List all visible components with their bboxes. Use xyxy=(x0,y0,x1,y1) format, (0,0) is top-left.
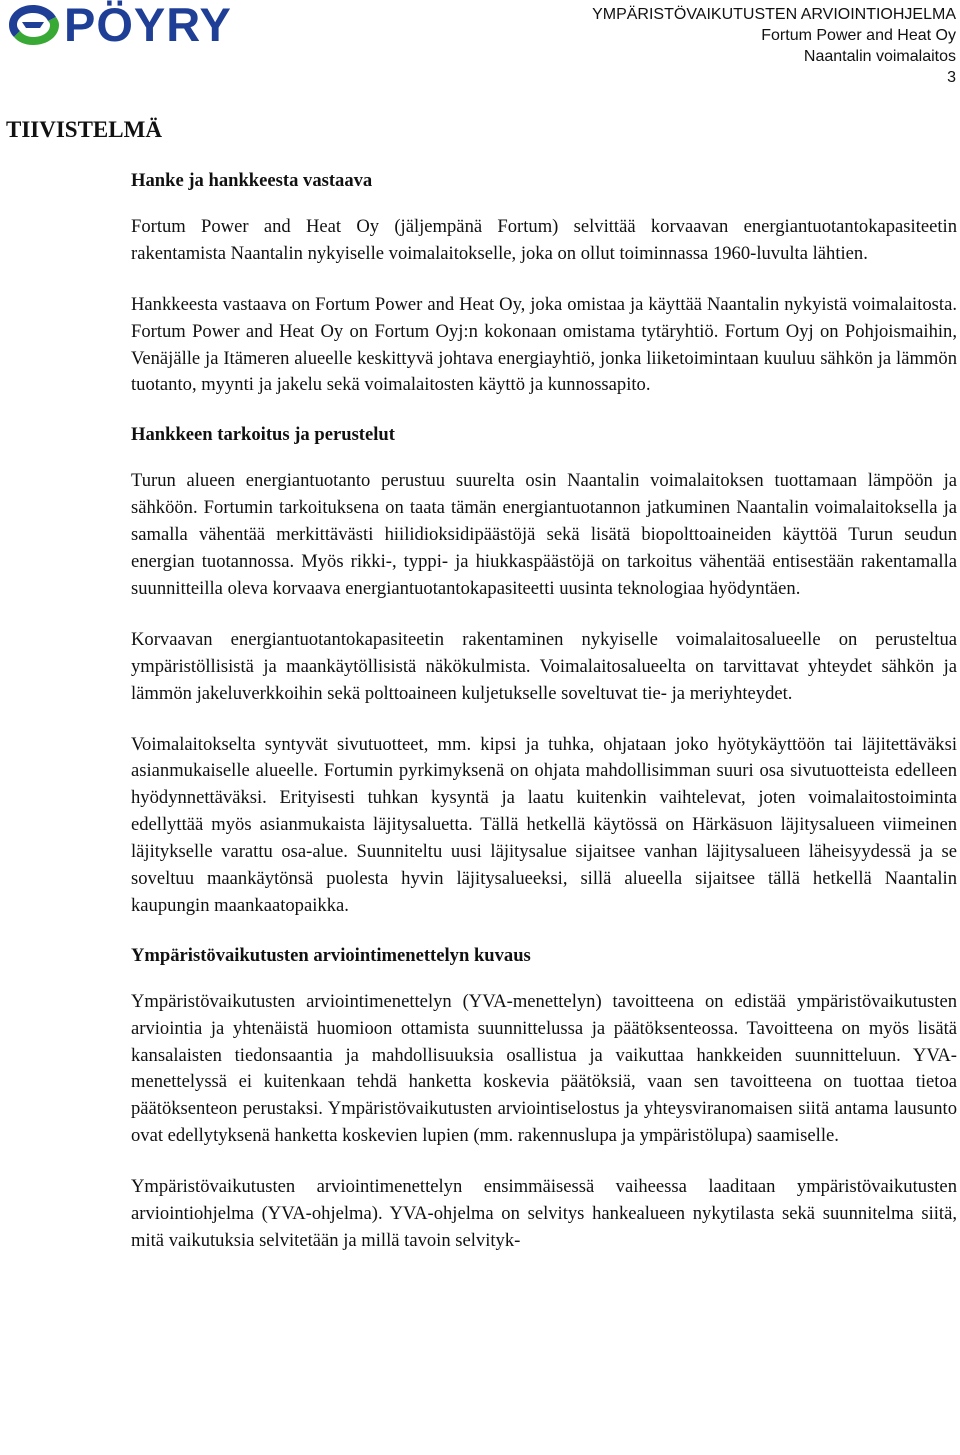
poyry-logo xyxy=(4,0,258,51)
paragraph: Hankkeesta vastaava on Fortum Power and Heat Oy, joka omistaa ja käyttää Naantalin nykyistä voimalaitosta. Fortum Power and Heat Oy on Fortum Oyj:n kokonaan omistama tytäryhtiö. Fortum Oyj on Pohjoismaihin, Venäjälle ja Itämeren alueelle keskittyvä johtava energiayhtiö, jonka liiketoimintaan kuuluu sähkön ja lämmön tuotanto, myynti ja jakelu sekä voimalaitosten käyttö ja kunnossapito. xyxy=(131,293,957,396)
paragraph: Ympäristövaikutusten arviointimenettelyn ensimmäisessä vaiheessa laaditaan ympäristövaikutusten arviointiohjelma (YVA-ohjelma). YVA-ohjelma on selvitys hankealueen nykytilasta sekä suunnitelma siitä, mitä vaikutuksia selvitetään ja millä tavoin selvityk- xyxy=(131,1176,957,1251)
page-title: TIIVISTELMÄ xyxy=(6,117,162,142)
paragraph: Korvaavan energiantuotantokapasiteetin rakentaminen nykyiselle voimalaitosalueelle on perusteltua ympäristöllisistä ja maankäytöllisistä näkökulmista. Voimalaitosalueelta on tarvittavat yhteydet sähkön ja lämmön jakeluverkkoihin sekä polttoaineen kuljetukselle soveltuvat tie- ja meriyhteydet. xyxy=(131,628,957,704)
header-project: Naantalin voimalaitos xyxy=(803,48,956,65)
poyry-logo-mark-icon xyxy=(4,2,62,48)
header-company: Fortum Power and Heat Oy xyxy=(761,27,956,44)
running-header xyxy=(592,4,956,88)
section-heading: Hanke ja hankkeesta vastaava xyxy=(131,170,373,191)
header-document-type: YMPÄRISTÖVAIKUTUSTEN ARVIOINTIOHJELMA xyxy=(592,6,956,23)
page-number: 3 xyxy=(947,69,956,86)
document-body xyxy=(131,168,957,1279)
paragraph: Voimalaitokselta syntyvät sivutuotteet, mm. kipsi ja tuhka, ohjataan joko hyötykäyttöön tai läjitettäväksi asianmukaiselle alueelle. Fortumin pyrkimyksenä on ohjata mahdollisimman suuri osa sivutuotteista edelleen hyödynnettäväksi. Erityisesti tuhkan kysyntä ja laatu kuitenkin vaihtelevat, joten voimalaitostoiminta edellyttää myös asianmukaista läjitysaluetta. Tällä hetkellä käytössä on Härkäsuon läjitysalueen viimeinen läjitykselle varattu osa-alue. Suunniteltu uusi läjitysalue sijaitsee vanhan läjitysalueen läheisyydessä ja se soveltuu maankäytönsä puolesta hyvin läjitysalueeksi, sillä alueella sijaitsee tällä hetkellä Naantalin kaupungin maankaatopaikka. xyxy=(131,733,957,916)
paragraph: Ympäristövaikutusten arviointimenettelyn (YVA-menettelyn) tavoitteena on edistää ympäristövaikutusten arviointia ja yhtenäistä huomioon ottamista suunnittelussa ja päätöksenteossa. Tavoitteena on myös lisätä kansalaisten tiedonsaantia ja mahdollisuuksia osallistua ja vaikuttaa hankkeiden suunnitteluun. YVA-menettelyssä ei kuitenkaan tehdä hanketta koskevia päätöksiä, vaan sen tavoitteena on tuottaa tietoa päätöksenteon perustaksi. Ympäristövaikutusten arviointiselostus ja yhteysviranomaisen siitä antama lausunto ovat edellytyksenä hanketta koskevien lupien (mm. rakennuslupa ja ympäristölupa) saamiselle. xyxy=(131,990,957,1147)
paragraph: Turun alueen energiantuotanto perustuu suurelta osin Naantalin voimalaitoksen tuottamaan lämpöön ja sähköön. Fortumin tarkoituksena on taata tämän energiantuotannon jatkuminen Naantalin voimalaitoksella ja samalla vähentää merkittävästi hiilidioksidipäästöjä sekä lisätä biopolttoaineiden käyttöä Turun seudun energian tuotannossa. Myös rikki-, typpi- ja hiukkaspäästöjä on tarkoitus vähentää entisestään rakentamalla suunnitteilla oleva korvaava energiantuotantokapasiteetti uusinta teknologiaa hyödyntäen. xyxy=(131,470,957,599)
logo-wordmark: PÖYRY xyxy=(64,0,232,51)
section-heading: Ympäristövaikutusten arviointimenettelyn kuvaus xyxy=(131,944,531,966)
paragraph: Fortum Power and Heat Oy (jäljempänä Fortum) selvittää korvaavan energiantuotantokapasiteetin rakentamista Naantalin nykyiselle voimalaitokselle, joka on ollut toiminnassa 1960-luvulta lähtien. xyxy=(131,215,957,264)
section-heading: Hankkeen tarkoitus ja perustelut xyxy=(131,424,395,446)
